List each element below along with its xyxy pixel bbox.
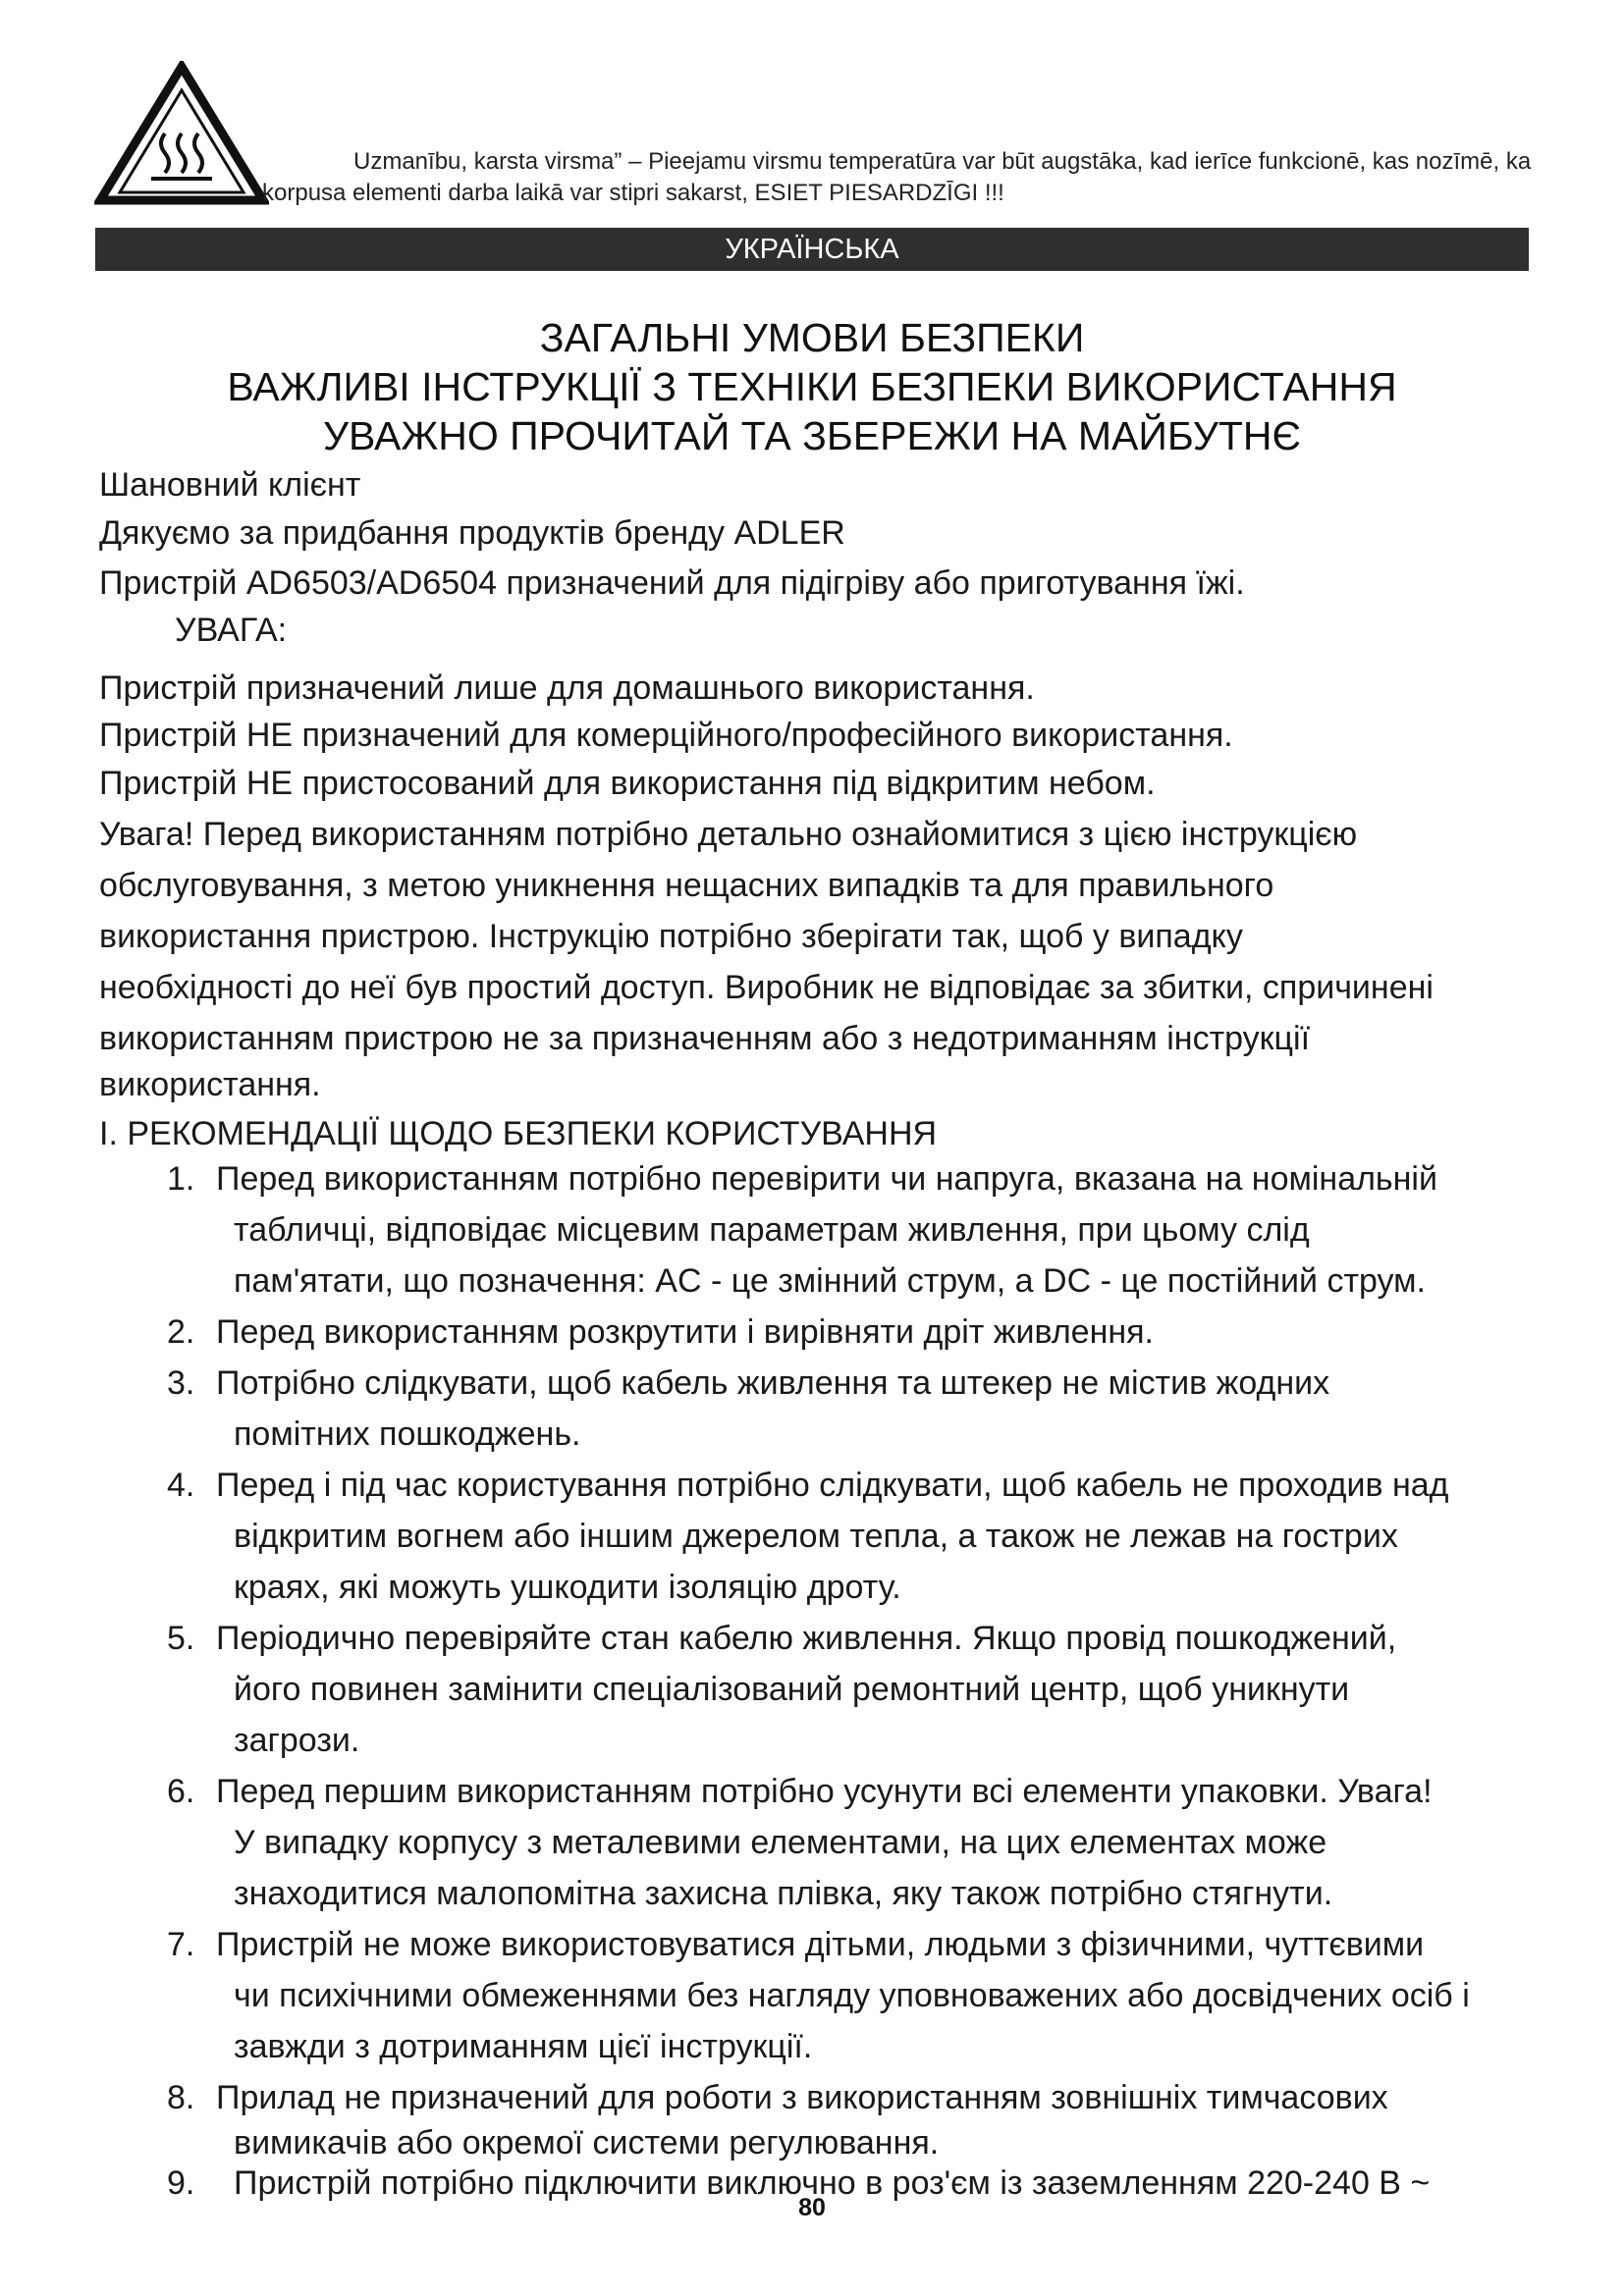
warning-paragraph-line-3: використання пристрою. Інструкцію потрібно зберігати так, щоб у випадку	[99, 918, 1243, 955]
list-item-line: Перед і під час користування потрібно слідкувати, щоб кабель не проходив над	[216, 1467, 1449, 1504]
language-section-bar: УКРАЇНСЬКА	[95, 228, 1529, 271]
section-heading: I. РЕКОМЕНДАЦІЇ ЩОДО БЕЗПЕКИ КОРИСТУВАННЯ	[99, 1115, 938, 1152]
list-item-line: Пристрій потрібно підключити виключно в роз'єм із заземленням 220-240 В ~	[234, 2164, 1431, 2202]
thanks-text: Дякуємо за придбання продуктів бренду ADLER	[99, 514, 845, 552]
purpose-text: Пристрій AD6503/AD6504 призначений для підігріву або приготування їжі.	[99, 564, 1245, 602]
hot-surface-warning-icon	[94, 61, 269, 206]
list-item-line: помітних пошкоджень.	[234, 1415, 581, 1453]
warning-paragraph-line-4: необхідності до неї був простий доступ. Виробник не відповідає за збитки, спричинені	[99, 969, 1434, 1006]
list-item-line: відкритим вогнем або іншим джерелом тепла, а також не лежав на гострих	[234, 1518, 1398, 1555]
list-item-number: 3.	[167, 1364, 195, 1402]
hot-surface-warning-text-line-1: Uzmanību, karsta virsma” – Pieejamu virsmu temperatūra var būt augstāka, kad ierīce funkcionē, kas nozīmē, ka	[353, 148, 1532, 175]
hot-surface-warning-text-line-2: korpusa elementi darba laikā var stipri sakarst, ESIET PIESARDZĪGI !!!	[262, 180, 1004, 206]
list-item-number: 4.	[167, 1467, 195, 1504]
list-item-line: Перед використанням потрібно перевірити чи напруга, вказана на номінальній	[216, 1160, 1437, 1198]
list-item-number: 6.	[167, 1773, 195, 1810]
page-title-read-and-keep: УВАЖНО ПРОЧИТАЙ ТА ЗБЕРЕЖИ НА МАЙБУТНЄ	[322, 413, 1301, 458]
list-item-line: краях, які можуть ушкодити ізоляцію дроту.	[234, 1569, 901, 1606]
list-item-line: вимикачів або окремої системи регулювання.	[234, 2124, 940, 2162]
list-item-line: Періодично перевіряйте стан кабелю живлення. Якщо провід пошкоджений,	[216, 1620, 1397, 1657]
list-item-number: 2.	[167, 1313, 195, 1351]
warning-paragraph-line-6: використання.	[99, 1066, 321, 1103]
list-item-number: 1.	[167, 1160, 195, 1198]
list-item-line: Перед першим використанням потрібно усунути всі елементи упаковки. Увага!	[216, 1773, 1433, 1810]
list-item-number: 7.	[167, 1926, 195, 1963]
list-item-line: Пристрій не може використовуватися дітьми, людьми з фізичними, чуттєвими	[216, 1926, 1425, 1963]
list-item-line: його повинен замінити спеціалізований ремонтний центр, щоб уникнути	[234, 1671, 1350, 1708]
list-item-number: 5.	[167, 1620, 195, 1657]
list-item-line: Прилад не призначений для роботи з використанням зовнішніх тимчасових	[216, 2079, 1388, 2116]
list-item-line: загрози.	[234, 1722, 360, 1759]
list-item-line: завжди з дотриманням цієї інструкції.	[234, 2028, 813, 2065]
greeting-text: Шановний клієнт	[99, 466, 361, 504]
list-item-line: У випадку корпусу з металевими елементами, на цих елементах може	[234, 1824, 1327, 1861]
not-commercial-text: Пристрій НЕ призначений для комерційного/професійного використання.	[99, 717, 1233, 754]
list-item-line: Перед використанням розкрутити і вирівняти дріт живлення.	[216, 1313, 1154, 1351]
warning-paragraph-line-5: використанням пристрою не за призначенням або з недотриманням інструкції	[99, 1020, 1311, 1057]
list-item-line: чи психічними обмеженнями без нагляду уповноважених або досвідчених осіб і	[234, 1977, 1470, 2014]
list-item-line: Потрібно слідкувати, щоб кабель живлення та штекер не містив жодних	[216, 1364, 1330, 1402]
page-title-general-safety: ЗАГАЛЬНІ УМОВИ БЕЗПЕКИ	[539, 315, 1085, 360]
list-item-number: 8.	[167, 2079, 195, 2116]
warning-paragraph-line-1: Увага! Перед використанням потрібно детально ознайомитися з цією інструкцією	[99, 816, 1358, 853]
warning-paragraph-line-2: обслуговування, з метою уникнення нещасних випадків та для правильного	[99, 867, 1274, 904]
list-item-line: пам'ятати, що позначення: AC - це змінний струм, а DC - це постійний струм.	[234, 1262, 1426, 1300]
home-use-text: Пристрій призначений лише для домашнього використання.	[99, 669, 1035, 707]
page-title-important-instructions: ВАЖЛИВІ ІНСТРУКЦІЇ З ТЕХНІКИ БЕЗПЕКИ ВИКОРИСТАННЯ	[227, 364, 1397, 409]
list-item-line: знаходитися малопомітна захисна плівка, яку також потрібно стягнути.	[234, 1875, 1333, 1912]
not-outdoor-text: Пристрій НЕ пристосований для використання під відкритим небом.	[99, 765, 1156, 802]
list-item-number: 9.	[167, 2164, 195, 2202]
list-item-line: табличці, відповідає місцевим параметрам живлення, при цьому слід	[234, 1211, 1310, 1249]
attention-label: УВАГА:	[175, 612, 288, 649]
page-number: 80	[798, 2194, 826, 2221]
